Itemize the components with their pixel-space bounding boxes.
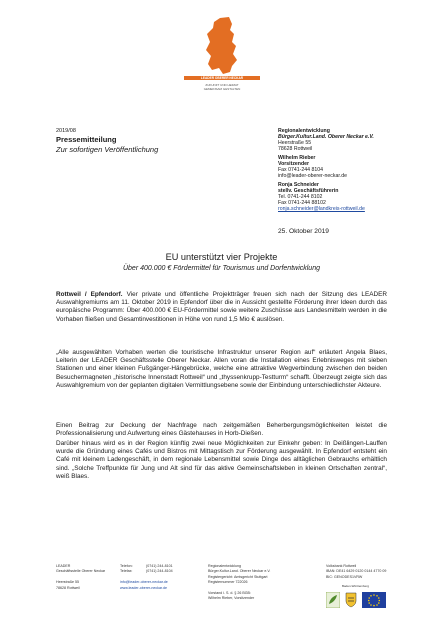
contact-city: 78628 Rottweil — [278, 146, 313, 152]
footer-assoc-line: Regionalentwicklung — [208, 564, 241, 568]
dateline: Rottweil / Epfendorf. — [56, 291, 123, 298]
body-paragraph-3b: Darüber hinaus wird es in der Region künftig zwei neue Möglichkeiten zur Einkehr geben: In Deißlingen-Lauffen wurde die Gründung eines Cafés und Bistros mit Mittagstisch zur Förderung ausgewählt. In Epfendorf entsteht ein Café mit kleinem Ladengeschäft, in dem regionale Lebensmittel sowie Dinge des alltäglichen Gebrauchs erhältlich sind. „Solche Treffpunkte für Jung und Alt sind für das aktive Gemeinschaftsleben in kleinen Ortschaften zentral“, weiß Blaes. — [56, 440, 387, 480]
footer-phone-label: Telefon: — [120, 564, 133, 568]
contact-deputy-role: stellv. Geschäftsführerin — [278, 188, 339, 194]
contact-org-line2: Bürger.Kultur.Land. Oberer Neckar e.V. — [278, 134, 374, 140]
contact-chair-name: Wilhelm Rieber — [278, 155, 316, 161]
contact-chair-email[interactable]: info@leader-oberer-neckar.de — [278, 173, 347, 179]
contact-street: Heerstraße 55 — [278, 140, 312, 146]
release-number: 2019/08 — [56, 128, 76, 134]
footer-assoc-line: Registergericht: Amtsgericht Stuttgart — [208, 574, 268, 579]
logo-motto-line1: ZUKUNFT UND HEIMAT — [205, 83, 239, 87]
footer-assoc-line: Bürger.Kultur.Land. Oberer Neckar e.V. — [208, 569, 271, 574]
body-paragraph-2: „Alle ausgewählten Vorhaben werten die touristische Infrastruktur unserer Region auf“ erläutert Angela Blaes, Leiterin der LEADER Geschäftsstelle Oberer Neckar. Allen voran die Installation eines Erlebnisweges mit sieben Stationen und einer kleinen Fußgänger-Hängebrücke, welche eine attraktive Wegverbindung zwischen den beiden Besuchermagneten „historische Innenstadt Rottweil“ und „thyssenkrupp-Testturm“ schafft. Überzeugt zeigte sich das Auswahlgremium von der geplanten digitalen Vermittlungsebene sowie der Einbindung unterschiedlichster Akteure. — [56, 349, 387, 389]
footer-col-office — [56, 564, 105, 591]
subheadline: Über 400.000 € Fördermittel für Tourismus und Dorfentwicklung — [122, 265, 320, 272]
footer-office-line: 78628 Rottweil — [56, 585, 80, 590]
contact-chair-role: Vorsitzender — [278, 161, 310, 167]
headline: EU unterstützt vier Projekte — [165, 252, 278, 262]
baden-wuerttemberg-crest-icon — [344, 592, 358, 608]
contact-deputy-fax: Fax 0741-244 88102 — [278, 200, 326, 206]
contact-chair-fax: Fax 0741-244 8104 — [278, 167, 323, 173]
footer-bank-line: IBAN: DE41 6429 0120 0144 4770 09 — [326, 569, 387, 574]
bw-label: Baden-Württemberg — [342, 584, 370, 588]
footer-office-line: LEADER — [56, 564, 71, 568]
footer-phone-number: (0741) 244-8101 — [146, 564, 173, 568]
contact-org-line1: Regionalentwicklung — [278, 128, 330, 134]
body-paragraph-1-text: Vier private und öffentliche Projektträger freuen sich nach der Sitzung des LEADER Auswahlgremiums am 11. Oktober 2019 in Epfendorf über die in Aussicht gestellte Förderung ihrer Ideen durch das europäische Programm: Über 400.000 € EU-Fördermittel sowie weitere Zuschüsse aus Landesmitteln werden in die Vorhaben fließen und Gesamtinvestitionen in Höhe von rund 1,5 Mio € auslösen. — [56, 291, 387, 323]
footer-fax-label: Telefax: — [120, 569, 133, 574]
footer-bank-line: BIC: GENODES1VRW — [326, 574, 363, 579]
body-paragraph-3a: Einen Beitrag zur Deckung der Nachfrage nach zeitgemäßen Beherbergungsmöglichkeiten leistet die Professionalisierung und Aufwertung eines Gästehauses in Horb-Dießen. — [56, 422, 387, 438]
footer-office-line: Geschäftsstelle Oberer Neckar — [56, 569, 106, 574]
contact-deputy-email-link[interactable]: ronja.schneider@landkreis-rottweil.de — [278, 206, 365, 212]
footer-fax-number: (0741) 244-8104 — [146, 569, 173, 574]
footer-website-link[interactable]: www.leader-oberer-neckar.de — [120, 585, 167, 590]
footer-assoc-line: Registernummer 722026 — [208, 580, 248, 585]
eu-flag-icon — [362, 592, 386, 608]
footer-assoc-line: Vorstand i. S. d. § 26 BGB: — [208, 591, 251, 596]
release-title: Pressemitteilung — [56, 135, 117, 144]
footer-col-association — [208, 564, 270, 602]
release-date: 25. Oktober 2019 — [278, 228, 329, 235]
footer-col-bank — [326, 564, 386, 580]
footer-bank-line: Volksbank Rottweil — [326, 564, 357, 568]
logo-motto-line2: GEMEINSAM GESTALTEN — [203, 86, 241, 91]
release-subtitle: Zur sofortigen Veröffentlichung — [56, 145, 159, 154]
footer-office-line: Heerstraße 55 — [56, 580, 79, 585]
logo-motto — [186, 84, 258, 91]
footer-email-link[interactable]: info@leader-oberer-neckar.de — [120, 580, 168, 585]
logo-tagline: LEADER OBERER NECKAR — [184, 76, 260, 80]
leader-logo-icon — [326, 592, 340, 608]
footer-col-numbers — [146, 564, 173, 575]
contact-deputy-name: Ronja Schneider — [278, 182, 319, 188]
footer-assoc-line: Wilhelm Rieber, Vorsitzender — [208, 596, 255, 601]
body-paragraph-1 — [56, 291, 387, 324]
contact-deputy-tel: Tel. 0741-244 8102 — [278, 194, 323, 200]
